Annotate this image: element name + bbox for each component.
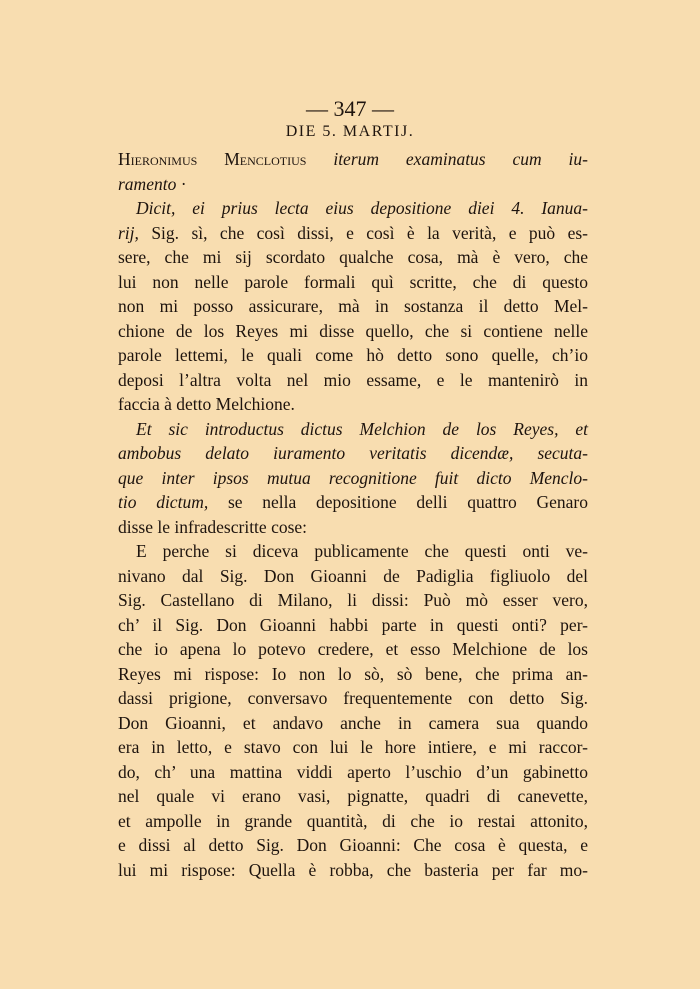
text-line [118,637,588,662]
text-line [118,760,588,785]
roman-text: Don Gioanni, et andavo anche in camera sua quando [118,712,588,733]
roman-text: parole lettemi, le quali come hò detto sono quelle, ch’io [118,345,588,365]
text-line [118,196,588,221]
roman-text: Sig. Castellano di Milano, li dissi: Può mò esser vero, [118,590,588,610]
text-line [118,392,588,417]
text-line [118,686,588,711]
roman-text: ch’ il Sig. Don Gioanni habbi parte in questi onti? per- [118,614,588,635]
italic-text: Dicit, ei prius lecta eius depositione diei 4. Ianua- [136,198,588,218]
text-line [118,613,588,638]
roman-text: lui mi rispose: Quella è robba, che basteria per far mo- [118,859,588,880]
text-line [118,711,588,736]
text-line [118,221,588,246]
roman-text: e dissi al detto Sig. Don Gioanni: Che cosa è questa, e [118,835,588,855]
text-line [118,319,588,344]
italic-text: rij, [118,222,152,243]
roman-text: Sig. sì, che così dissi, e così è la verità, e può es- [151,222,588,243]
text-line [118,564,588,589]
roman-text: E perche si diceva publicamente che questi onti ve- [136,541,588,561]
roman-text: nivano dal Sig. Don Gioanni de Padiglia figliuolo del [118,565,588,586]
text-line [118,833,588,858]
text-line [118,172,588,197]
roman-text: chione de los Reyes mi disse quello, che si contiene nelle [118,320,588,341]
text-line [118,270,588,295]
roman-text: dassi prigione, conversavo frequentemente con detto Sig. [118,688,588,708]
roman-text: sere, che mi sij scordato qualche cosa, mà è vero, che [118,247,588,267]
date-heading: DIE 5. MARTIJ. [285,123,415,140]
roman-text: et ampolle in grande quantità, di che io restai attonito, [118,810,588,831]
roman-text: disse le infradescritte cose: [118,516,308,537]
text-line [118,784,588,809]
roman-text: lui non nelle parole formali quì scritte, che di questo [118,271,588,292]
roman-text: · [176,173,187,194]
body-text [118,147,588,882]
text-line [118,441,588,466]
italic-text: tio dictum, [118,492,228,512]
roman-text: se nella depositione delli quattro Genaro [227,492,588,512]
text-line [118,588,588,613]
roman-text: che io apena lo potevo credere, et esso Melchione de los [118,639,588,659]
text-line [118,417,588,442]
italic-text: ramento [118,173,177,194]
italic-text: ambobus delato iuramento veritatis dicendæ, secuta- [118,443,588,463]
text-line [118,539,588,564]
text-line [118,466,588,491]
text-line [118,662,588,687]
text-line [118,735,588,760]
roman-text: faccia à detto Melchione. [118,394,295,414]
text-line [118,147,588,172]
roman-text: do, ch’ una mattina viddi aperto l’uschio d’un gabinetto [118,761,588,782]
small-caps-name: Hieronimus Menclotius [118,149,334,169]
text-line [118,343,588,368]
text-line [118,809,588,834]
text-line [118,368,588,393]
text-line [118,294,588,319]
text-line [118,515,588,540]
italic-text: iterum examinatus cum iu- [333,149,589,169]
page-number: — 347 — [306,96,394,121]
roman-text: nel quale vi erano vasi, pignatte, quadri di canevette, [118,786,588,806]
roman-text: Reyes mi rispose: Io non lo sò, sò bene, che prima an- [118,663,588,684]
text-line [118,490,588,515]
italic-text: Et sic introductus dictus Melchion de los Reyes, et [136,418,588,439]
roman-text: non mi posso assicurare, mà in sostanza il detto Mel- [118,296,588,316]
italic-text: que inter ipsos mutua recognitione fuit dicto Menclo- [118,467,588,488]
text-line [118,245,588,270]
roman-text: era in letto, e stavo con lui le hore intiere, e mi raccor- [118,737,588,757]
roman-text: deposi l’altra volta nel mio essame, e le mantenirò in [118,369,588,390]
text-line [118,858,588,883]
